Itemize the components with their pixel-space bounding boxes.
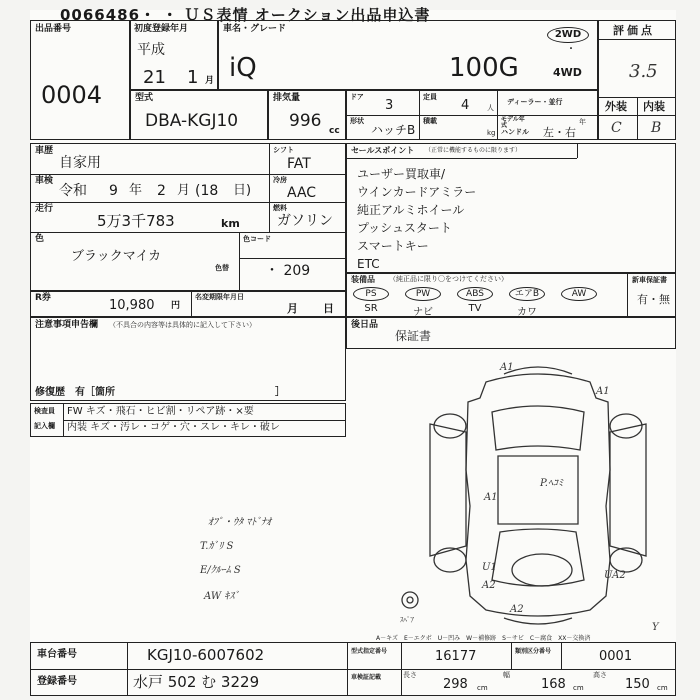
- color-change-label: 色替: [215, 264, 229, 272]
- shift-value: FAT: [287, 156, 311, 172]
- diagram-mark: U1: [482, 562, 497, 573]
- width-unit: cm: [573, 684, 584, 692]
- plate-value: 水戸 502 む 3229: [133, 673, 260, 691]
- registration-box: [130, 20, 218, 90]
- registration-label: 初度登録年月: [134, 24, 189, 34]
- equipment-label: 装備品: [351, 275, 375, 284]
- exterior-score: C: [611, 120, 622, 136]
- checklist-row-2: 内装 キズ・汚レ・コゲ・穴・スレ・キレ・破レ: [67, 422, 280, 433]
- diagram-mark: A1: [596, 386, 610, 397]
- inspector-note: ｵﾌﾟ・ｳﾀ ﾏﾄﾞﾅｵ: [208, 517, 272, 528]
- interior-label: 内装: [643, 100, 665, 113]
- inspection-label: 車検: [35, 176, 54, 186]
- equipment-option: [353, 287, 389, 315]
- length-unit: cm: [477, 684, 488, 692]
- chassis-label: 車台番号: [37, 649, 77, 660]
- lot-label: 出品番号: [35, 24, 72, 34]
- recycle-box: [30, 291, 346, 317]
- notes-sub: （不具合の内容等は具体的に記入して下さい）: [109, 321, 256, 329]
- handle-label: ハンドル: [501, 128, 529, 136]
- equipment-oval: PW: [405, 287, 441, 301]
- lot-number: 0004: [41, 81, 103, 109]
- notes-box: [30, 317, 346, 401]
- sales-point-item: 純正アルミホイール: [357, 203, 465, 217]
- dimensions-label: 車検証記載: [351, 674, 382, 681]
- capacity-label: 定員: [423, 93, 437, 101]
- capacity-value: 4: [461, 98, 470, 113]
- score-value: 3.5: [629, 61, 658, 82]
- equipment-box: [346, 273, 676, 317]
- equipment-sub-label: SR: [364, 303, 378, 314]
- category-label: 類別区分番号: [515, 648, 552, 655]
- registration-era: 平成: [137, 42, 165, 58]
- color-code-value: ・ 209: [265, 263, 311, 279]
- diagram-mark: Y: [652, 622, 659, 630]
- sales-point-item: スマートキー: [357, 239, 429, 253]
- model-label: 車名・グレード: [223, 24, 287, 34]
- aircon-value: AAC: [287, 185, 317, 201]
- damage-legend: A－キズ E－エクボ U－凹み W－補修跡 S－サビ C－腐食 XX－交換済: [376, 635, 591, 642]
- details-box: [30, 143, 346, 291]
- auction-sheet: [30, 6, 676, 696]
- attachments-label: 後日品: [351, 320, 379, 330]
- tax-month: 月: [287, 302, 298, 315]
- equipment-sub-label: TV: [468, 303, 482, 314]
- model-name: iQ: [229, 53, 257, 83]
- drive-dot: ・: [566, 44, 576, 55]
- width-value: 168: [541, 677, 566, 692]
- body-shape-value: ハッチB: [371, 123, 416, 137]
- inspection-year: 9: [109, 183, 118, 199]
- model-grade: 100G: [449, 53, 519, 83]
- capacity-unit: 人: [487, 104, 494, 112]
- registration-year: 21: [143, 67, 166, 88]
- sales-point-item: ユーザー買取車/: [357, 167, 446, 181]
- length-label: 長さ: [403, 671, 417, 679]
- score-box: [598, 20, 676, 140]
- sales-point-item: ウインカードアミラー: [357, 185, 477, 199]
- color-label: 色: [35, 234, 45, 244]
- sales-points-box: [346, 143, 676, 273]
- load-label: 積載: [423, 117, 437, 125]
- model-box: [218, 20, 598, 90]
- equipment-option: [561, 287, 597, 315]
- model-year-unit: 年: [579, 118, 586, 126]
- type-designation-label: 型式指定番号: [351, 648, 388, 655]
- equipment-option: [509, 287, 545, 318]
- checklist-row-1: FW キズ・飛石・ヒビ割・リペア跡・×要: [67, 406, 254, 417]
- diagram-mark: A2: [482, 580, 496, 591]
- lot-number-box: [30, 20, 130, 140]
- color-value: ブラックマイカ: [71, 249, 162, 264]
- bottom-table: [30, 642, 676, 696]
- drive-4wd: 4WD: [553, 66, 582, 79]
- warranty-value: 有・無: [637, 293, 670, 306]
- equipment-oval: PS: [353, 287, 389, 301]
- score-label: 評価点: [613, 24, 655, 37]
- sales-points-sub: （正常に機能するものに限ります）: [425, 147, 522, 154]
- equipment-sub-label: カワ: [517, 307, 537, 318]
- car-damage-diagram: [400, 360, 676, 630]
- registration-month: 1: [187, 67, 199, 88]
- chassis-value: KGJ10-6007602: [147, 646, 265, 664]
- plate-label: 登録番号: [37, 676, 77, 687]
- notes-label: 注意事項申告欄: [35, 320, 99, 330]
- height-value: 150: [625, 677, 650, 692]
- attachments-value: 保証書: [395, 329, 432, 343]
- type-box: [130, 90, 268, 140]
- diagram-mark: P.ﾍｺﾐ: [540, 478, 563, 489]
- doors-value: 3: [385, 98, 394, 113]
- displacement-label: 排気量: [273, 93, 301, 103]
- tax-day: 日: [323, 302, 334, 315]
- inspector-note: E/ｸﾙｰﾑ S: [200, 565, 241, 576]
- type-label: 型式: [135, 93, 154, 103]
- type-value: DBA-KGJ10: [145, 111, 239, 131]
- recycle-value: 10,980: [109, 298, 155, 313]
- equipment-oval: ABS: [457, 287, 493, 301]
- model-year-label: モデル年式: [501, 116, 525, 129]
- inspection-day-unit: 日): [233, 183, 252, 198]
- displacement-value: 996: [289, 111, 322, 131]
- inspection-month-unit: 月: [177, 183, 191, 198]
- height-label: 高さ: [593, 671, 607, 679]
- warranty-label: 新車保証書: [632, 276, 667, 284]
- exterior-label: 外装: [605, 100, 627, 113]
- body-shape-label: 形状: [350, 117, 364, 125]
- mileage-label: 走行: [35, 204, 54, 214]
- mileage-unit: km: [221, 217, 240, 230]
- sales-points-label: セールスポイント: [351, 146, 415, 155]
- inspection-day: (18: [195, 183, 219, 199]
- equipment-sub-label: ナビ: [413, 307, 433, 318]
- displacement-box: [268, 90, 346, 140]
- length-value: 298: [443, 677, 468, 692]
- aircon-label: 冷房: [273, 176, 287, 184]
- dealer-label: ディーラー・並行: [507, 98, 563, 106]
- fuel-value: ガソリン: [277, 213, 333, 229]
- repair-history: 修復歴 有［箇所 ］: [35, 387, 285, 398]
- doors-label: ドア: [350, 93, 364, 101]
- width-label: 幅: [503, 671, 510, 679]
- diagram-mark: UA2: [604, 570, 626, 581]
- color-code-label: 色コード: [243, 235, 271, 243]
- diagram-mark: A1: [484, 492, 498, 503]
- history-value: 自家用: [59, 155, 101, 171]
- sales-point-item: プッシュスタート: [357, 221, 452, 235]
- checklist-box: [30, 403, 346, 437]
- equipment-option: [457, 287, 493, 315]
- equipment-oval: エアB: [509, 287, 545, 301]
- checklist-label-1: 検査員: [34, 407, 55, 415]
- history-label: 車歴: [35, 146, 54, 156]
- handle-value: 左・右: [543, 126, 576, 139]
- inspector-note: AW ｷｽﾞ: [204, 591, 240, 602]
- registration-month-unit: 月: [205, 76, 215, 86]
- spec-box: [346, 90, 598, 140]
- inspection-era: 令和: [59, 183, 87, 199]
- tax-label: 名変期限年月日: [195, 293, 244, 301]
- checklist-label-2: 記入欄: [34, 422, 55, 430]
- diagram-mark: ｽﾍﾟｱ: [400, 616, 414, 624]
- category-value: 0001: [599, 649, 633, 664]
- fuel-label: 燃料: [273, 204, 287, 212]
- inspection-month: 2: [157, 183, 166, 199]
- drive-2wd-circle: 2WD: [547, 27, 589, 43]
- type-designation-value: 16177: [435, 649, 477, 664]
- diagram-mark: A1: [500, 362, 514, 373]
- recycle-unit: 円: [171, 301, 181, 311]
- equipment-oval: AW: [561, 287, 597, 301]
- load-unit: kg: [487, 129, 496, 137]
- top-strip: 0066486・ ・ ＵＳ表情 オークション出品申込書: [60, 6, 431, 24]
- equipment-option: [405, 287, 441, 318]
- displacement-unit: cc: [329, 126, 340, 136]
- inspector-note: T.ｶﾞﾘ S: [200, 541, 234, 552]
- diagram-mark: A2: [510, 604, 524, 615]
- shift-label: シフト: [273, 146, 294, 154]
- recycle-label: R券: [35, 293, 51, 303]
- inspection-year-unit: 年: [129, 183, 143, 198]
- equipment-sub: （純正品に限り〇をつけてください）: [389, 275, 508, 283]
- mileage-value: 5万3千783: [97, 212, 175, 230]
- interior-score: B: [651, 120, 662, 136]
- attachments-box: [346, 317, 676, 349]
- sales-point-item: ETC: [357, 257, 380, 271]
- height-unit: cm: [657, 684, 668, 692]
